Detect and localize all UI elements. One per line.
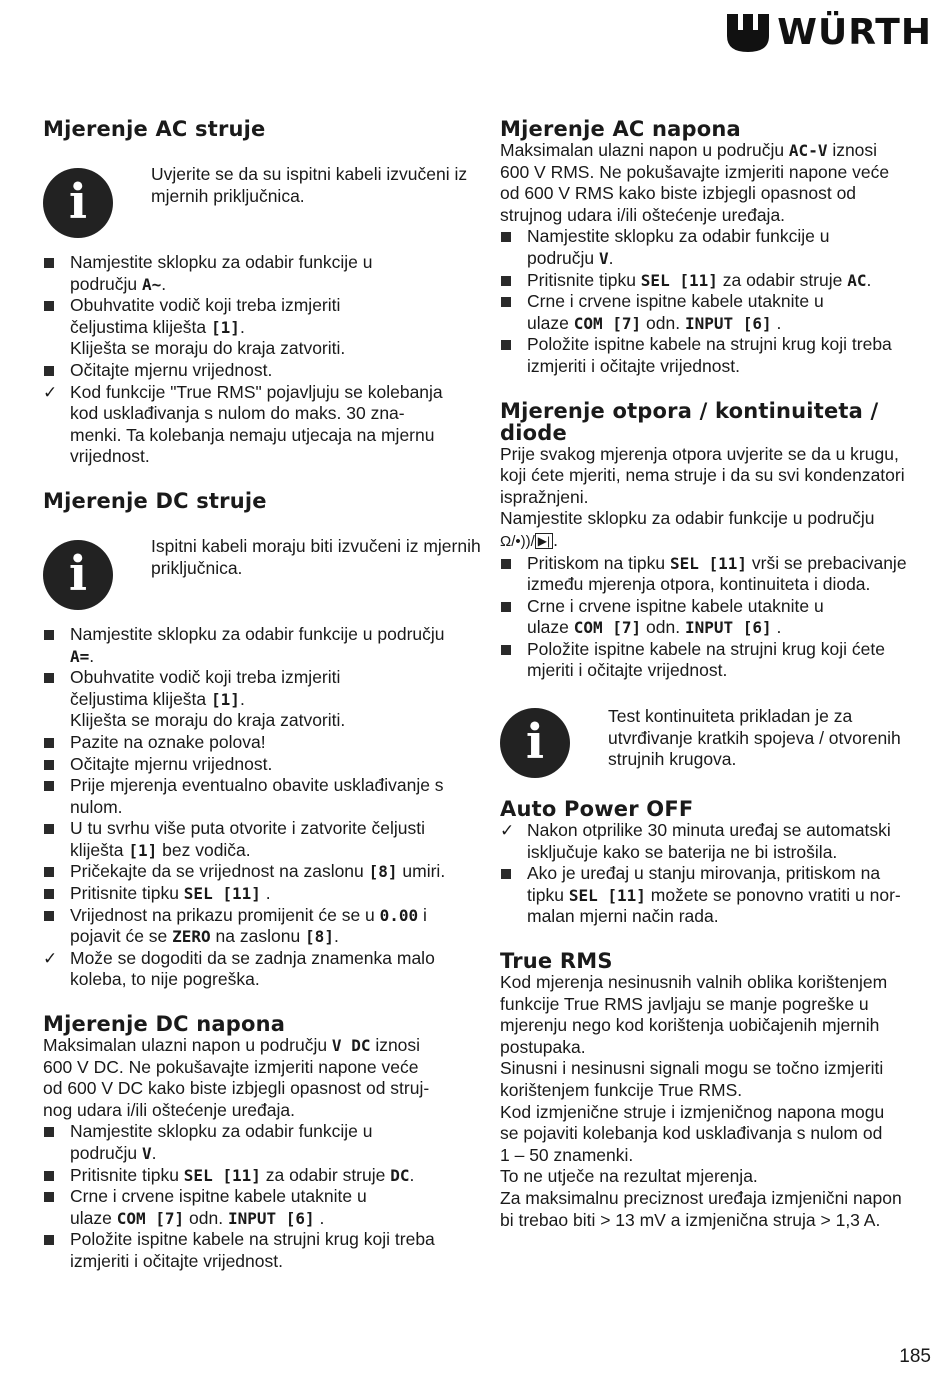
info-box	[43, 164, 481, 238]
brand-name: WÜRTH	[777, 12, 932, 53]
info-box	[500, 708, 932, 778]
section-title-true-rms: True RMS	[500, 949, 613, 974]
info-icon: i	[43, 168, 113, 238]
dc-voltage-intro: Maksimalan ulazni napon u području V DC iznosi 600 V DC. Ne pokušavajte izmjeriti napone veće od 600 V DC kako biste izbjegli opasnost od struj- nog udara i/ili oštećenje uređaja.	[43, 1035, 430, 1120]
page-number: 185	[899, 1346, 931, 1367]
list-item: U tu svrhu više puta otvorite i zatvorite čeljusti kliješta [1] bez vodiča.	[43, 818, 481, 861]
ac-voltage-steps	[500, 226, 932, 377]
list-item: Pritisnite tipku SEL [11] za odabir struje DC.	[43, 1165, 481, 1187]
wurth-logo-icon	[727, 14, 769, 52]
list-item: Namjestite sklopku za odabir funkcije u području A~.	[43, 252, 481, 295]
list-item: Očitajte mjernu vrijednost.	[43, 360, 481, 382]
ac-current-steps	[43, 252, 481, 468]
resistance-steps	[500, 553, 932, 683]
list-item: Pazite na oznake polova!	[43, 732, 481, 754]
list-item: Vrijednost na prikazu promijenit će se u 0.00 i pojavit će se ZERO na zaslonu [8].	[43, 905, 481, 948]
list-item: Pritisnite tipku SEL [11] za odabir struje AC.	[500, 270, 932, 292]
list-item: Crne i crvene ispitne kabele utaknite u ulaze COM [7] odn. INPUT [6] .	[43, 1186, 481, 1229]
diode-icon: ▶|	[535, 533, 553, 549]
true-rms-text: Kod mjerenja nesinusnih valnih oblika korištenjem funkcije True RMS javljaju se manje pogreške u mjerenju nego kod korištenja uobičajenih mjernih postupaka. Sinusni i nesinusni signali mogu se točno izmjeriti korištenjem funkcije True RMS. Kod izmjenične struje i izmjeničnog napona mogu se pojaviti kolebanja kod usklađivanja s nulom od 1 – 50 znamenki. To ne utječe na rezultat mjerenja. Za maksimalnu preciznost uređaja izmjenični napon bi trebao biti > 13 mV a izmjenična struja > 1,3 A.	[500, 972, 902, 1230]
list-item: Namjestite sklopku za odabir funkcije u području A=.	[43, 624, 481, 667]
left-column	[43, 118, 481, 1273]
wurth-logo	[727, 12, 932, 53]
list-item: Položite ispitne kabele na strujni krug koji treba izmjeriti i očitajte vrijednost.	[500, 334, 932, 377]
list-item: Obuhvatite vodič koji treba izmjeriti čeljustima kliješta [1]. Kliješta se moraju do kraja zatvoriti.	[43, 295, 481, 360]
list-item: Namjestite sklopku za odabir funkcije u području V.	[43, 1121, 481, 1164]
section-title-auto-power: Auto Power OFF	[500, 797, 694, 822]
list-item: Obuhvatite vodič koji treba izmjeriti čeljustima kliješta [1]. Kliješta se moraju do kraja zatvoriti.	[43, 667, 481, 732]
section-title-resistance: Mjerenje otpora / kontinuiteta / diode	[500, 398, 879, 445]
section-title-ac-voltage: Mjerenje AC napona	[500, 117, 741, 141]
dc-current-steps	[43, 624, 481, 991]
list-item: Crne i crvene ispitne kabele utaknite u ulaze COM [7] odn. INPUT [6] .	[500, 291, 932, 334]
section-title-dc-voltage: Mjerenje DC napona	[43, 1012, 286, 1037]
list-item: Namjestite sklopku za odabir funkcije u području V.	[500, 226, 932, 269]
ohm-continuity-symbol: Ω/•))/	[500, 532, 535, 550]
list-item: ✓ Kod funkcije "True RMS" pojavljuju se kolebanja kod usklađivanja s nulom do maks. 30 zna- menki. Ta kolebanja nemaju utjecaja na mjernu vrijednost.	[43, 382, 481, 468]
list-item: Crne i crvene ispitne kabele utaknite u ulaze COM [7] odn. INPUT [6] .	[500, 596, 932, 639]
list-item: Pričekajte da se vrijednost na zaslonu [8] umiri.	[43, 861, 481, 883]
info-text: Ispitni kabeli moraju biti izvučeni iz mjernih priključnica.	[151, 535, 481, 578]
list-item: Položite ispitne kabele na strujni krug koji ćete mjeriti i očitajte vrijednost.	[500, 639, 932, 682]
ac-voltage-intro: Maksimalan ulazni napon u području AC-V iznosi 600 V RMS. Ne pokušavajte izmjeriti napone veće od 600 V RMS kako biste izbjegli opasnost od strujnog udara i/ili oštećenje uređaja.	[500, 140, 890, 225]
resistance-intro: Prije svakog mjerenja otpora uvjerite se da u krugu, koji ćete mjeriti, nema struje i da su svi kondenzatori ispražnjeni. Namjestite sklopku za odabir funkcije u području Ω/•))/ ▶| .	[500, 443, 905, 550]
info-icon: i	[43, 540, 113, 610]
list-item: Pritiskom na tipku SEL [11] vrši se prebacivanje između mjerenja otpora, kontinuiteta i dioda.	[500, 553, 932, 596]
list-item: Prije mjerenja eventualno obavite usklađivanje s nulom.	[43, 775, 481, 818]
info-text: Uvjerite se da su ispitni kabeli izvučeni iz mjernih priključnica.	[151, 164, 468, 206]
right-column	[500, 118, 932, 1231]
dc-voltage-steps	[43, 1121, 481, 1272]
list-item: Ako je uređaj u stanju mirovanja, pritiskom na tipku SEL [11] možete se ponovno vratiti u nor- malan mjerni način rada.	[500, 863, 932, 928]
list-item: Očitajte mjernu vrijednost.	[43, 754, 481, 776]
info-text: Test kontinuiteta prikladan je za utvrđivanje kratkih spojeva / otvorenih strujnih krugova.	[608, 706, 901, 770]
section-title-dc-current: Mjerenje DC struje	[43, 488, 267, 513]
info-box	[43, 535, 481, 610]
list-item: ✓ Može se dogoditi da se zadnja znamenka malo koleba, to nije pogreška.	[43, 948, 481, 991]
auto-power-steps	[500, 820, 932, 928]
list-item: Položite ispitne kabele na strujni krug koji treba izmjeriti i očitajte vrijednost.	[43, 1229, 481, 1272]
section-title-ac-current: Mjerenje AC struje	[43, 117, 266, 141]
list-item: ✓ Nakon otprilike 30 minuta uređaj se automatski isključuje kako se baterija ne bi istrošila.	[500, 820, 932, 863]
list-item: Pritisnite tipku SEL [11] .	[43, 883, 481, 905]
info-icon: i	[500, 708, 570, 778]
